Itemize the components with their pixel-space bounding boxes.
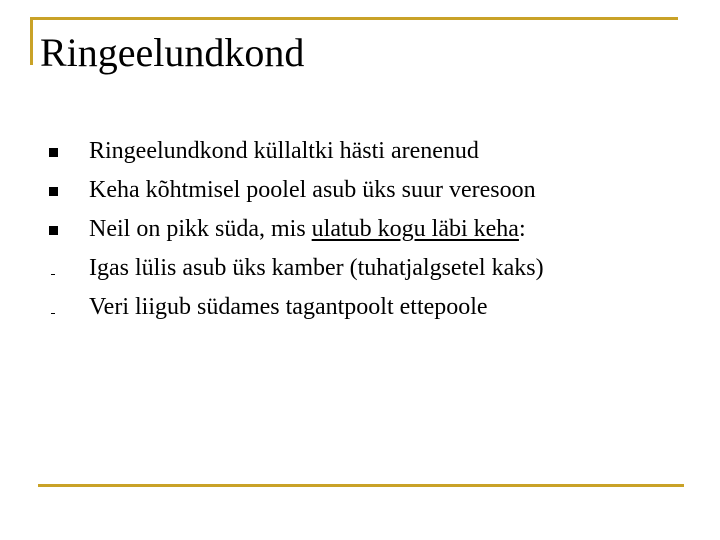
dash-bullet-icon <box>46 249 60 288</box>
bullet-item <box>0 288 720 327</box>
square-bullet-icon <box>46 210 60 249</box>
frame-top-rule <box>30 17 678 20</box>
bullet-text <box>89 210 526 249</box>
underlined-phrase: ulatub kogu läbi keha <box>311 216 519 242</box>
frame-bottom-rule <box>38 484 684 487</box>
bullet-item <box>0 210 720 249</box>
dash-bullet-icon <box>46 288 60 327</box>
bullet-text: Veri liigub südames tagantpoolt ettepoole <box>89 294 488 320</box>
slide-title: Ringeelundkond <box>40 30 305 75</box>
bullet-text: Igas lülis asub üks kamber (tuhatjalgsetel kaks) <box>89 255 544 281</box>
bullet-text-start: Neil on pikk süda, mis <box>89 216 312 242</box>
bullet-text-end: : <box>518 216 526 242</box>
bullet-item <box>0 171 720 210</box>
square-bullet-icon <box>46 132 60 171</box>
frame-left-rule <box>30 17 33 65</box>
bullet-list <box>0 132 720 327</box>
bullet-item <box>0 132 720 171</box>
bullet-text: Ringeelundkond küllaltki hästi arenenud <box>89 138 479 164</box>
square-bullet-icon <box>46 171 60 210</box>
bullet-item <box>0 249 720 288</box>
bullet-text: Keha kõhtmisel poolel asub üks suur veresoon <box>89 177 536 203</box>
